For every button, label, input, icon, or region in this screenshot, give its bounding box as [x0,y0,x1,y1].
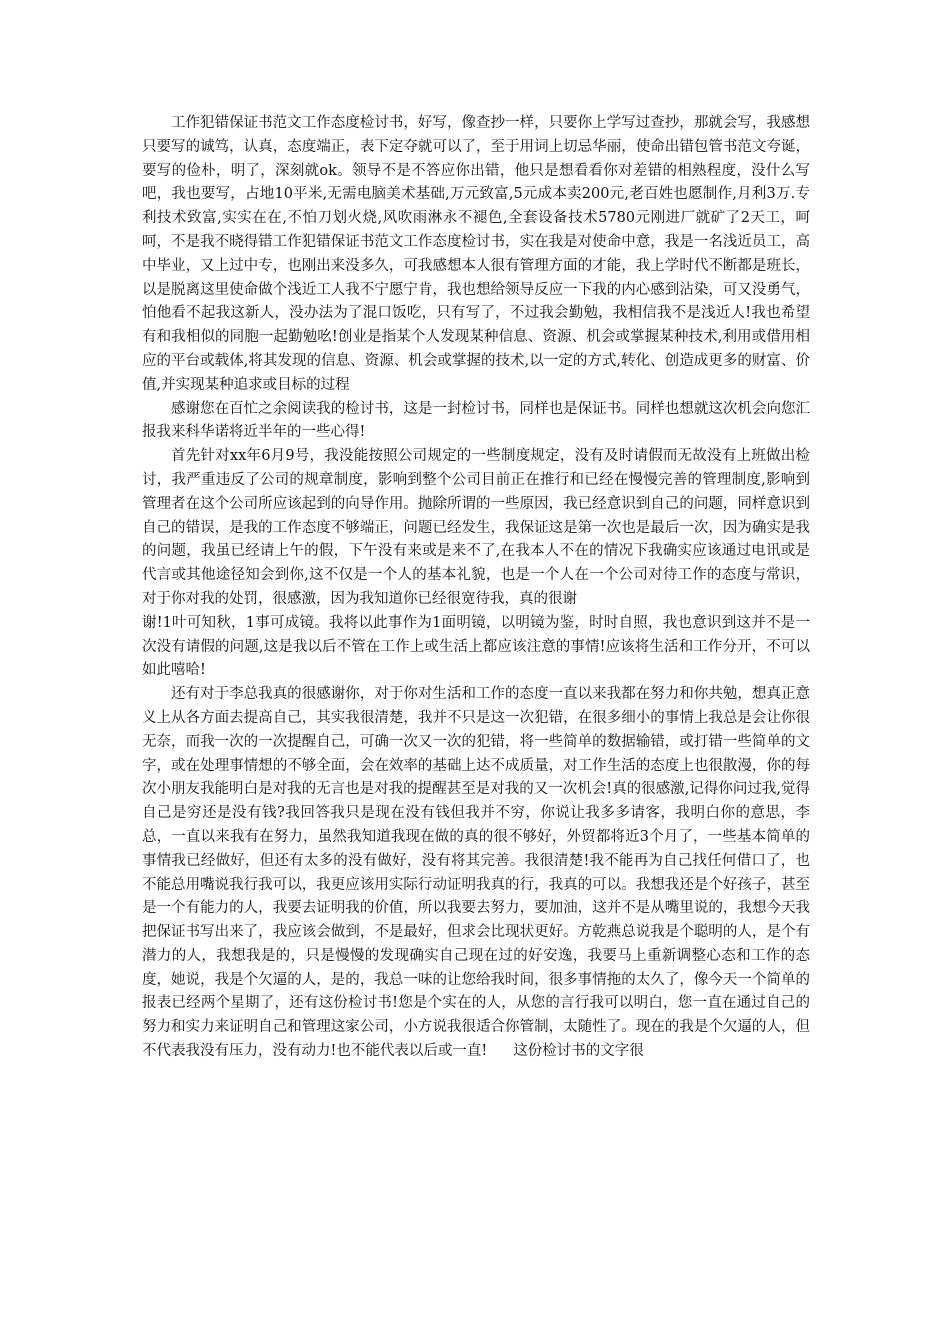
paragraph-1: 工作犯错保证书范文工作态度检讨书，好写，像查抄一样，只要你上学写过查抄，那就会写，我感想只要写的诚笃，认真，态度端正，表下定夺就可以了，至于用词上切忌华丽，使命出错包管书范文夸诞，要写的俭朴，明了，深刻就ok。领导不是不答应你出错，他只是想看看你对差错的相熟程度，没什么写吧，我也要写，占地10平米,无需电脑美术基础,万元致富,5元成本卖200元,老百姓也愿制作,月利3万.专利技术致富,实实在在,不怕刀划火烧,风吹雨淋永不褪色,全套设备技术5780元刚进厂就矿了2天工，呵呵，不是我不晓得错工作犯错保证书范文工作态度检讨书，实在我是对使命中意，我是一名浅近员工，高中毕业，又上过中专，也刚出来没多久，可我感想本人很有管理方面的才能，我上学时代不断都是班长，以是脱离这里使命做个浅近工人我不宁愿宁肯，我也想给领导反应一下我的内心感到沾染，可又没勇气，怕他看不起我这新人，没办法为了混口饭吃，只有写了，不过我会勤勉，我相信我不是浅近人!我也希望有和我相似的同胞一起勤勉吆!创业是指某个人发现某种信息、资源、机会或掌握某种技术,利用或借用相应的平台或载体,将其发现的信息、资源、机会或掌握的技术,以一定的方式,转化、创造成更多的财富、价值,并实现某种追求或目标的过程 [142,115,810,393]
paragraph-4: 谢!1叶可知秋，1事可成镜。我将以此事作为1面明镜，以明镜为鉴，时时自照，我也意识到这并不是一次没有请假的问题,这是我以后不管在工作上或生活上都应该注意的事情!应该将生活和工作分开，不可以如此嘻哈! [142,614,810,679]
paragraph-5-text: 还有对于李总我真的很感谢你，对于你对生活和工作的态度一直以来我都在努力和你共勉，想真正意义上从各方面去提高自己，其实我很清楚，我并不只是这一次犯错，在很多细小的事情上我总是会让你很无奈，而我一次的一次提醒自己，可确一次又一次的犯错，将一些简单的数据输错，或打错一些简单的文字，或在处理事情想的不够全面，会在效率的基础上达不成质量，对工作生活的态度上也很散漫，你的每次小朋友我能明白是对我的无言也是对我的提醒甚至是对我的又一次机会!真的很感激,记得你问过我,觉得自己是穷还是没有钱?我回答我只是现在没有钱但我并不穷，你说让我多多请客，我明白你的意思，李总，一直以来我有在努力，虽然我知道我现在做的真的很不够好，外贸都将近3个月了，一些基本简单的事情我已经做好，但还有太多的没有做好，没有将其完善。我很清楚!我不能再为自己找任何借口了，也不能总用嘴说我行我可以，我更应该用实际行动证明我真的行，我真的可以。我想我还是个好孩子，甚至是一个有能力的人，我要去证明我的价值，所以我要去努力，要加油，这并不是从嘴里说的，我想今天我把保证书写出来了，我应该会做到，不是最好，但求会比现状更好。方乾燕总说我是个聪明的人，是个有潜力的人，我想我是的，只是慢慢的发现确实自己现在过的好安逸，我要马上重新调整心态和工作的态度，她说，我是个欠逼的人，是的，我总一味的让您给我时间，很多事情拖的太久了，像今天一个简单的报表已经两个星期了，还有这份检讨书!您是个实在的人，从您的言行我可以明白，您一直在通过自己的努力和实力来证明自己和管理这家公司，小方说我很适合你管制，太随性了。现在的我是个欠逼的人，但不代表我没有压力，没有动力!也不能代表以后或一直! [142,686,810,1060]
paragraph-3: 首先针对xx年6月9号，我没能按照公司规定的一些制度规定，没有及时请假而无故没有上班做出检讨，我严重违反了公司的规章制度，影响到整个公司目前正在推行和已经在慢慢完善的管理制度,影响到管理者在这个公司所应该起到的向导作用。抛除所谓的一些原因，我已经意识到自己的问题，同样意识到自己的错误，是我的工作态度不够端正，问题已经发生，我保证这是第一次也是最后一次，因为确实是我的问题，我虽已经请上午的假，下午没有来或是来不了,在我本人不在的情况下我确实应该通过电讯或是代言或其他途径知会到你,这不仅是一个人的基本礼貌，也是一个人在一个公司对待工作的态度与常识，对于你对我的处罚，很感激，因为我知道你已经很宽待我，真的很谢 [142,448,810,607]
paragraph-5 [142,683,810,1064]
document-page [142,112,810,1064]
paragraph-6-text: 这份检讨书的文字很 [513,1043,644,1060]
paragraph-2: 感谢您在百忙之余阅读我的检讨书，这是一封检讨书，同样也是保证书。同样也想就这次机会向您汇报我来科华诺将近半年的一些心得! [142,400,810,441]
